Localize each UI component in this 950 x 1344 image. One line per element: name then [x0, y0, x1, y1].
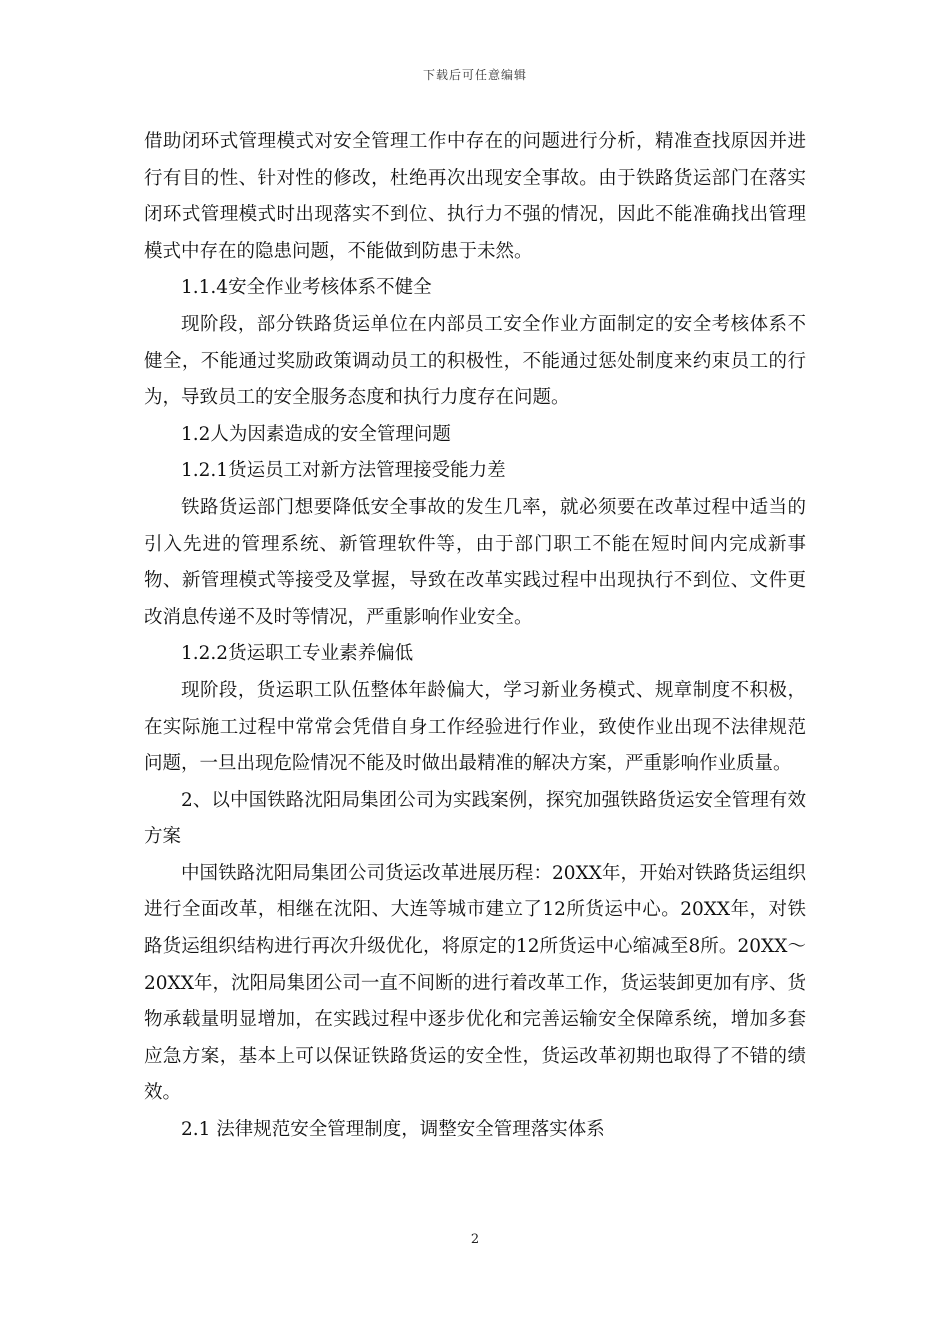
heading-1-1-4: 1.1.4安全作业考核体系不健全: [181, 277, 432, 299]
heading-1-2: 1.2人为因素造成的安全管理问题: [181, 423, 451, 445]
document-body: [144, 124, 806, 1149]
paragraph-closed-loop-analysis: 借助闭环式管理模式对安全管理工作中存在的问题进行分析，精准查找原因并进行有目的性、针对性的修改，杜绝再次出现安全事故。由于铁路货运部门在落实闭环式管理模式时出现落实不到位、执行力不强的情况，因此不能准确找出管理模式中存在的隐患问题，不能做到防患于未然。: [144, 131, 806, 262]
paragraph-new-methods: 铁路货运部门想要降低安全事故的发生几率，就必须要在改革过程中适当的引入先进的管理系统、新管理软件等，由于部门职工不能在短时间内完成新事物、新管理模式等接受及掌握，导致在改革实践过程中出现执行不到位、文件更改消息传递不及时等情况，严重影响作业安全。: [144, 496, 806, 628]
page-number: 2: [470, 1232, 480, 1247]
heading-1-2-2: 1.2.2货运职工专业素养偏低: [181, 643, 414, 665]
heading-2: 2、以中国铁路沈阳局集团公司为实践案例，探究加强铁路货运安全管理有效方案: [144, 789, 806, 848]
paragraph-assessment-system: 现阶段，部分铁路货运单位在内部员工安全作业方面制定的安全考核体系不健全，不能通过奖励政策调动员工的积极性，不能通过惩处制度来约束员工的行为，导致员工的安全服务态度和执行力度存在问题。: [144, 313, 806, 409]
heading-1-2-1: 1.2.1货运员工对新方法管理接受能力差: [181, 460, 506, 482]
heading-2-1: 2.1 法律规范安全管理制度，调整安全管理落实体系: [181, 1119, 605, 1141]
paragraph-professional-quality: 现阶段，货运职工队伍整体年龄偏大，学习新业务模式、规章制度不积极，在实际施工过程中常常会凭借自身工作经验进行作业，致使作业出现不法律规范问题，一旦出现危险情况不能及时做出最精准的解决方案，严重影响作业质量。: [144, 679, 806, 775]
page-header: 下载后可任意编辑: [422, 68, 527, 82]
paragraph-shenyang-reform: 中国铁路沈阳局集团公司货运改革进展历程：20XX年，开始对铁路货运组织进行全面改革，相继在沈阳、大连等城市建立了12所货运中心。20XX年，对铁路货运组织结构进行再次升级优化，将原定的12所货运中心缩减至8所。20XX～20XX年，沈阳局集团公司一直不间断的进行着改革工作，货运装卸更加有序、货物承载量明显增加，在实践过程中逐步优化和完善运输安全保障系统，增加多套应急方案，基本上可以保证铁路货运的安全性，货运改革初期也取得了不错的绩效。: [144, 862, 806, 1104]
